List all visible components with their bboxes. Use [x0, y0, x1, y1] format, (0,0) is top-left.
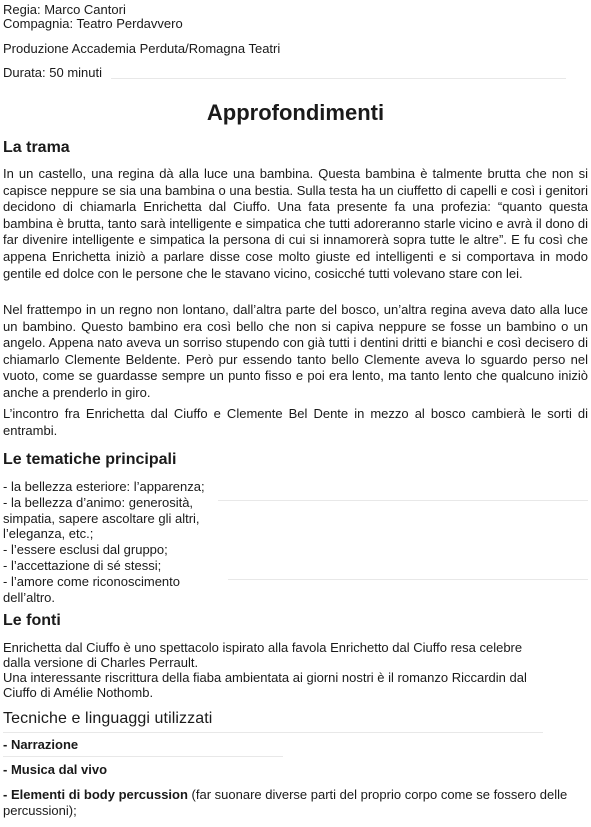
- faint-rule: [111, 78, 566, 79]
- tecniche-narrazione: [3, 737, 588, 753]
- fonti-line-2: dalla versione di Charles Perrault.: [3, 655, 199, 670]
- fonti-line-1: Enrichetta dal Ciuffo è uno spettacolo ispirato alla favola Enrichetto dal Ciuffo resa celebre: [3, 640, 523, 655]
- list-item: - la bellezza d’animo: generosità,: [3, 494, 194, 510]
- faint-rule: [3, 756, 283, 757]
- tecniche-musica-label: - Musica dal vivo: [3, 762, 108, 777]
- tecniche-body-percussion: [3, 787, 588, 818]
- meta-durata: Durata: 50 minuti: [3, 65, 102, 80]
- list-item: l’eleganza, etc.;: [3, 526, 94, 542]
- list-item: - la bellezza esteriore: l’apparenza;: [3, 479, 205, 494]
- meta-regia: Regia: Marco Cantori: [3, 2, 126, 17]
- heading-tecniche: Tecniche e linguaggi utilizzati: [3, 710, 213, 727]
- faint-rule: [228, 579, 588, 580]
- fonti-line-4: Ciuffo di Amélie Nothomb.: [3, 685, 154, 700]
- tecniche-musica: [3, 762, 588, 778]
- faint-rule: [3, 732, 543, 733]
- trama-paragraph-3: L’incontro fra Enrichetta dal Ciuffo e Clemente Bel Dente in mezzo al bosco cambierà le sorti di entrambi.: [3, 406, 588, 438]
- tecniche-narrazione-label: - Narrazione: [3, 737, 79, 752]
- list-item: simpatia, sapere ascoltare gli altri,: [3, 510, 200, 526]
- heading-fonti: Le fonti: [3, 612, 61, 629]
- list-item: - l’essere esclusi dal gruppo;: [3, 542, 168, 558]
- meta-produzione: Produzione Accademia Perduta/Romagna Teatri: [3, 41, 281, 56]
- faint-rule: [218, 500, 588, 501]
- tecniche-body-label: - Elementi di body percussion: [3, 787, 188, 802]
- fonti-line-3: Una interessante riscrittura della fiaba ambientata ai giorni nostri è il romanzo Riccardin dal: [3, 670, 527, 685]
- page-title: Approfondimenti: [206, 100, 385, 125]
- tematiche-list: [3, 479, 205, 605]
- tecniche-body-description: (far suonare diverse parti del proprio corpo come se fossero delle percussioni);: [3, 787, 568, 818]
- trama-paragraph-1: In un castello, una regina dà alla luce una bambina. Questa bambina è talmente brutta che non si capisce neppure se sia una bambina o una bestia. Sulla testa ha un ciuffetto di capelli e così i genitori decidono di chiamarla Enrichetta dal Ciuffo. Una fata presente fa una profezia: “quanto questa bambina è brutta, tanto sarà intelligente e simpatica che tutti adoreranno starle vicino e avrà il dono di far divenire intelligente e simpatica la persona di cui si innamorerà sopra tutte le altre”. E fu così che appena Enrichetta iniziò a parlare disse cose molto giuste ed intelligenti e si comportava in modo gentile ed dolce con le persone che le stavano vicino, cosicché tutti volevano stare con lei.: [3, 166, 588, 281]
- list-item: - l’accettazione di sé stessi;: [3, 557, 162, 573]
- list-item: dell’altro.: [3, 589, 56, 605]
- meta-compagnia: Compagnia: Teatro Perdavvero: [3, 16, 183, 31]
- list-item: - l’amore come riconoscimento: [3, 573, 181, 589]
- heading-trama: La trama: [3, 139, 70, 156]
- heading-tematiche: Le tematiche principali: [3, 451, 177, 468]
- trama-paragraph-2: Nel frattempo in un regno non lontano, dall’altra parte del bosco, un’altra regina aveva dato alla luce un bambino. Questo bambino era così bello che non si capiva neppure se fosse un bambino o un angelo. Appena nato aveva un sorriso stupendo con già tutti i dentini dritti e bianchi e così decisero di chiamarlo Clemente Beldente. Però pur essendo tanto bello Clemente aveva lo sguardo perso nel vuoto, come se guardasse sempre un punto fisso e poi era lento, ma tanto lento che qualcuno iniziò anche a prenderlo in giro.: [3, 302, 588, 400]
